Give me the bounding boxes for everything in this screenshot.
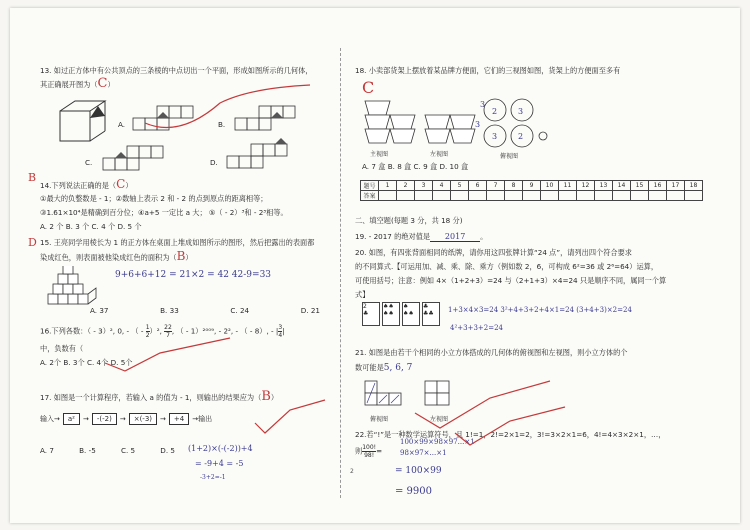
answer-grid-cell-13 — [595, 191, 613, 201]
q21-text: 数可能是 — [355, 363, 384, 372]
q16-red-check — [100, 333, 240, 373]
answer-grid-number-13: 13 — [595, 181, 613, 191]
q13-red-check — [130, 83, 330, 143]
q15-cube-stack — [46, 266, 106, 308]
q14-close: ） — [125, 181, 133, 190]
q17-answer: B — [261, 389, 271, 404]
q18-top-view — [478, 96, 548, 151]
answer-grid-cell-7 — [487, 191, 505, 201]
answer-grid-number-16: 16 — [649, 181, 667, 191]
answer-grid-cell-9 — [523, 191, 541, 201]
q15-close: ） — [185, 253, 193, 262]
q16-text: 16.下列各数：（ - 3）², 0, - （ - — [40, 326, 146, 336]
q15-opt-d: D. 21 — [300, 306, 320, 315]
q18-options: A. 7 盒 B. 8 盒 C. 9 盒 D. 10 盒 — [362, 162, 469, 171]
answer-grid-cell-11 — [559, 191, 577, 201]
q15-options — [90, 306, 320, 315]
q17-flowchart: 输入 → a² → -(-2) → ×(-3) → +4 → 输出 — [40, 415, 213, 423]
answer-grid-number-row — [361, 181, 703, 191]
answer-grid-cell-16 — [649, 191, 667, 201]
q15-opt-a: A. 37 — [90, 306, 109, 315]
answer-grid-number-7: 7 — [487, 181, 505, 191]
answer-grid-number-12: 12 — [577, 181, 595, 191]
answer-grid-cell-12 — [577, 191, 595, 201]
q18-digit-3: 3 — [518, 107, 524, 116]
answer-grid-number-5: 5 — [451, 181, 469, 191]
q18-digit-5: 2 — [518, 132, 524, 141]
q15-handwritten-work: 9+6+6+12 = 21×2 = 42 42-9=33 — [115, 270, 272, 280]
answer-grid-number-18: 18 — [685, 181, 703, 191]
q15-text: 15. 王亮同学用棱长为 1 的正方体在桌面上堆成如图所示的图形，然后把露出的表面都 — [40, 238, 315, 247]
q21-label-top: 俯视图 — [370, 416, 389, 423]
q21-stem — [355, 363, 412, 373]
q18-digit-2: 2 — [492, 107, 498, 116]
q18-label-left: 左视图 — [430, 151, 449, 158]
q17-work-1: (1+2)×(-(-2))+4 — [188, 444, 253, 453]
q20-work-1: 1+3×4×3=24 3²+4+3+2+4×1=24 (3+4+3)×2=24 — [448, 306, 632, 314]
q14-margin-mark: B — [28, 171, 37, 184]
answer-grid-cell-18 — [685, 191, 703, 201]
q20-line1: 20. 如图，有四张背面相同的纸牌，请你用这四张牌计算“24 点”，请列出四个符合要求 — [355, 248, 632, 257]
q17-close: ） — [270, 393, 279, 402]
q22-line1: 22.若“!”是一种数学运算符号，且 1!=1，2!=2×1=2，3!=3×2×1=6，4!=4×3×2×1，…， — [355, 430, 666, 439]
q16-line2: 中，负数有（ — [40, 344, 84, 353]
column-divider — [340, 48, 342, 498]
answer-grid-cell-8 — [505, 191, 523, 201]
exam-sheet — [10, 8, 740, 523]
answer-grid-cell-4 — [433, 191, 451, 201]
q16-part2: , （ - 1）²⁰⁰⁹, - 2², - （ - 8）, - | — [171, 326, 279, 336]
q17-opt-d: D. 5 — [160, 446, 175, 455]
q14-answer: C — [116, 177, 126, 191]
q18-digit-6: 3 — [475, 120, 481, 129]
q15-answer: B — [176, 249, 186, 263]
q18-front-side-views — [360, 93, 480, 151]
answer-grid-cell-17 — [667, 191, 685, 201]
q15-opt-b: B. 33 — [160, 306, 179, 315]
q13-prompt: 其正确展开图为（ — [40, 80, 98, 89]
flow-box-multiply: ×(-3) — [129, 413, 157, 425]
q19-end: 。 — [480, 232, 488, 241]
q17-stem — [40, 389, 279, 404]
q20-line4: 式】 — [355, 290, 370, 299]
q21-line1: 21. 如图是由若干个相同的小立方体搭成的几何体的俯视图和左视图，则小立方体的个 — [355, 348, 628, 357]
q19-answer: 2017 — [430, 232, 480, 242]
answer-grid-cell-2 — [397, 191, 415, 201]
q13-opt-d: D. — [210, 158, 218, 167]
q14-stem — [40, 177, 133, 191]
answer-grid-cell-6 — [469, 191, 487, 201]
flow-output-label: 输出 — [198, 415, 213, 423]
q22-fraction: $\frac{100!}{98!}$ — [362, 444, 377, 459]
answer-grid-cell-10 — [541, 191, 559, 201]
q22-work-4: = 9900 — [395, 486, 433, 497]
q17-opt-b: B. -5 — [79, 446, 96, 455]
q22-work-1: 100×99×98×97...×1 — [400, 438, 475, 446]
playing-card-4-spades: ♠♠ ♠♠ — [382, 302, 400, 326]
answer-grid-number-17: 17 — [667, 181, 685, 191]
q17-red-check — [250, 398, 330, 438]
q19-stem — [355, 232, 487, 242]
answer-grid-number-8: 8 — [505, 181, 523, 191]
q15-margin-mark: D — [28, 236, 37, 249]
q22-equals: = — [376, 446, 383, 456]
answer-grid-number-3: 3 — [415, 181, 433, 191]
answer-grid-row2-label: 答案 — [361, 191, 379, 201]
q17-text: 17. 如图是一个计算程序，若输入 a 的值为 - 1，则输出的结果应为（ — [40, 393, 262, 402]
q17-work-2: = -9+4 = -5 — [195, 459, 244, 468]
q13-net-c — [98, 138, 178, 178]
q16-part1: ）², — [149, 326, 165, 336]
q18-answer: C — [362, 78, 375, 97]
answer-grid-number-6: 6 — [469, 181, 487, 191]
q15-opt-c: C. 24 — [230, 306, 250, 315]
q14-text: 14.下列说法正确的是（ — [40, 181, 117, 190]
q13-text: 13. 如过正方体中有公共顶点的三条棱的中点切出一个平面，形成如图所示的几何体， — [40, 66, 313, 75]
q14-options: A. 2 个 B. 3 个 C. 4 个 D. 5 个 — [40, 222, 142, 231]
answer-grid — [360, 180, 703, 201]
answer-grid-cell-1 — [379, 191, 397, 201]
flow-input-label: 输入 — [40, 415, 54, 423]
q13-close: ） — [107, 80, 115, 89]
q14-line2: ③1.61×10⁴是精确到百分位；④a+5 一定比 a 大； ⑤（ - 2）³和 - 2³相等。 — [40, 208, 288, 217]
q16-fraction-3: $\frac{3}{4}$ — [278, 324, 283, 339]
flow-box-subtract: -(-2) — [92, 413, 117, 425]
page-number: 2 — [350, 468, 354, 475]
answer-grid-number-15: 15 — [631, 181, 649, 191]
q20-work-2: 4²+3+3+2=24 — [450, 324, 503, 332]
answer-grid-number-10: 10 — [541, 181, 559, 191]
answer-grid-row1-label: 题号 — [361, 181, 379, 191]
answer-grid-number-4: 4 — [433, 181, 451, 191]
q13-stem-end — [40, 76, 115, 91]
q20-line3: 可使用括号；注意：例如 4×（1+2+3）=24 与（2+1+3）×4=24 只是顺序不同，属同一个算 — [355, 276, 667, 285]
q21-label-left: 左视图 — [430, 416, 449, 423]
flow-box-add: +4 — [169, 413, 189, 425]
q13-answer: C — [97, 76, 108, 91]
q19-text: 19. - 2017 的绝对值是 — [355, 232, 431, 241]
q17-work-3: -3+2=-1 — [200, 474, 226, 481]
answer-grid-number-1: 1 — [379, 181, 397, 191]
answer-grid-cell-14 — [613, 191, 631, 201]
q22-stem — [355, 444, 382, 459]
answer-grid-number-11: 11 — [559, 181, 577, 191]
q18-label-front: 主视图 — [370, 151, 389, 158]
q15-prompt: 染成红色，则表面被他染成红色的面积为（ — [40, 253, 177, 262]
answer-grid-number-2: 2 — [397, 181, 415, 191]
q22-text: 则 — [355, 446, 363, 456]
q13-opt-a: A. — [118, 120, 126, 129]
q17-opt-a: A. 7 — [40, 446, 54, 455]
q22-work-3: = 100×99 — [395, 466, 442, 476]
q16-part3: | — [282, 326, 285, 336]
q16-fraction-2: $\frac{22}{7}$ — [164, 324, 172, 339]
playing-card-2-clubs: 2 ♣ — [362, 302, 380, 326]
playing-card-3-clubs: ♣ ♣♣ — [422, 302, 440, 326]
q17-options — [40, 446, 175, 455]
q17-opt-c: C. 5 — [120, 446, 136, 455]
answer-grid-cell-3 — [415, 191, 433, 201]
q18-label-top: 俯视图 — [500, 153, 519, 160]
answer-grid-cell-15 — [631, 191, 649, 201]
flow-box-square: a² — [63, 413, 80, 425]
answer-grid-number-9: 9 — [523, 181, 541, 191]
answer-grid-answer-row — [361, 191, 703, 201]
q16-fraction-1: $\frac{1}{2}$ — [145, 324, 150, 339]
q22-red-check — [450, 403, 570, 448]
q18-digit-4: 3 — [492, 132, 498, 141]
section-heading: 二、填空题(每题 3 分，共 18 分) — [355, 216, 463, 225]
q20-line2: 的不同算式.【可运用加、减、乘、除、乘方（例如数 2，6，可构成 6²=36 或 2⁶=64）运算， — [355, 262, 659, 271]
playing-card-3-spades: ♠ ♠♠ — [402, 302, 420, 326]
q18-digit-1: 3 — [480, 100, 486, 109]
q13-opt-b: B. — [218, 120, 226, 129]
q15-stem-end — [40, 249, 193, 263]
q13-opt-c: C. — [85, 158, 93, 167]
q21-answer: 5, 6, 7 — [383, 363, 413, 373]
q18-text: 18. 小卖部货架上摆放着某品牌方便面，它们的三视图如图，货架上的方便面至多有 — [355, 66, 621, 75]
answer-grid-number-14: 14 — [613, 181, 631, 191]
q22-work-2: 98×97×...×1 — [400, 449, 447, 457]
q16-options: A. 2个 B. 3个 C. 4个 D. 5个 — [40, 358, 133, 367]
q14-line1: ①最大的负整数是 - 1；②数轴上表示 2 和 - 2 的点到原点的距离相等； — [40, 194, 268, 203]
answer-grid-cell-5 — [451, 191, 469, 201]
